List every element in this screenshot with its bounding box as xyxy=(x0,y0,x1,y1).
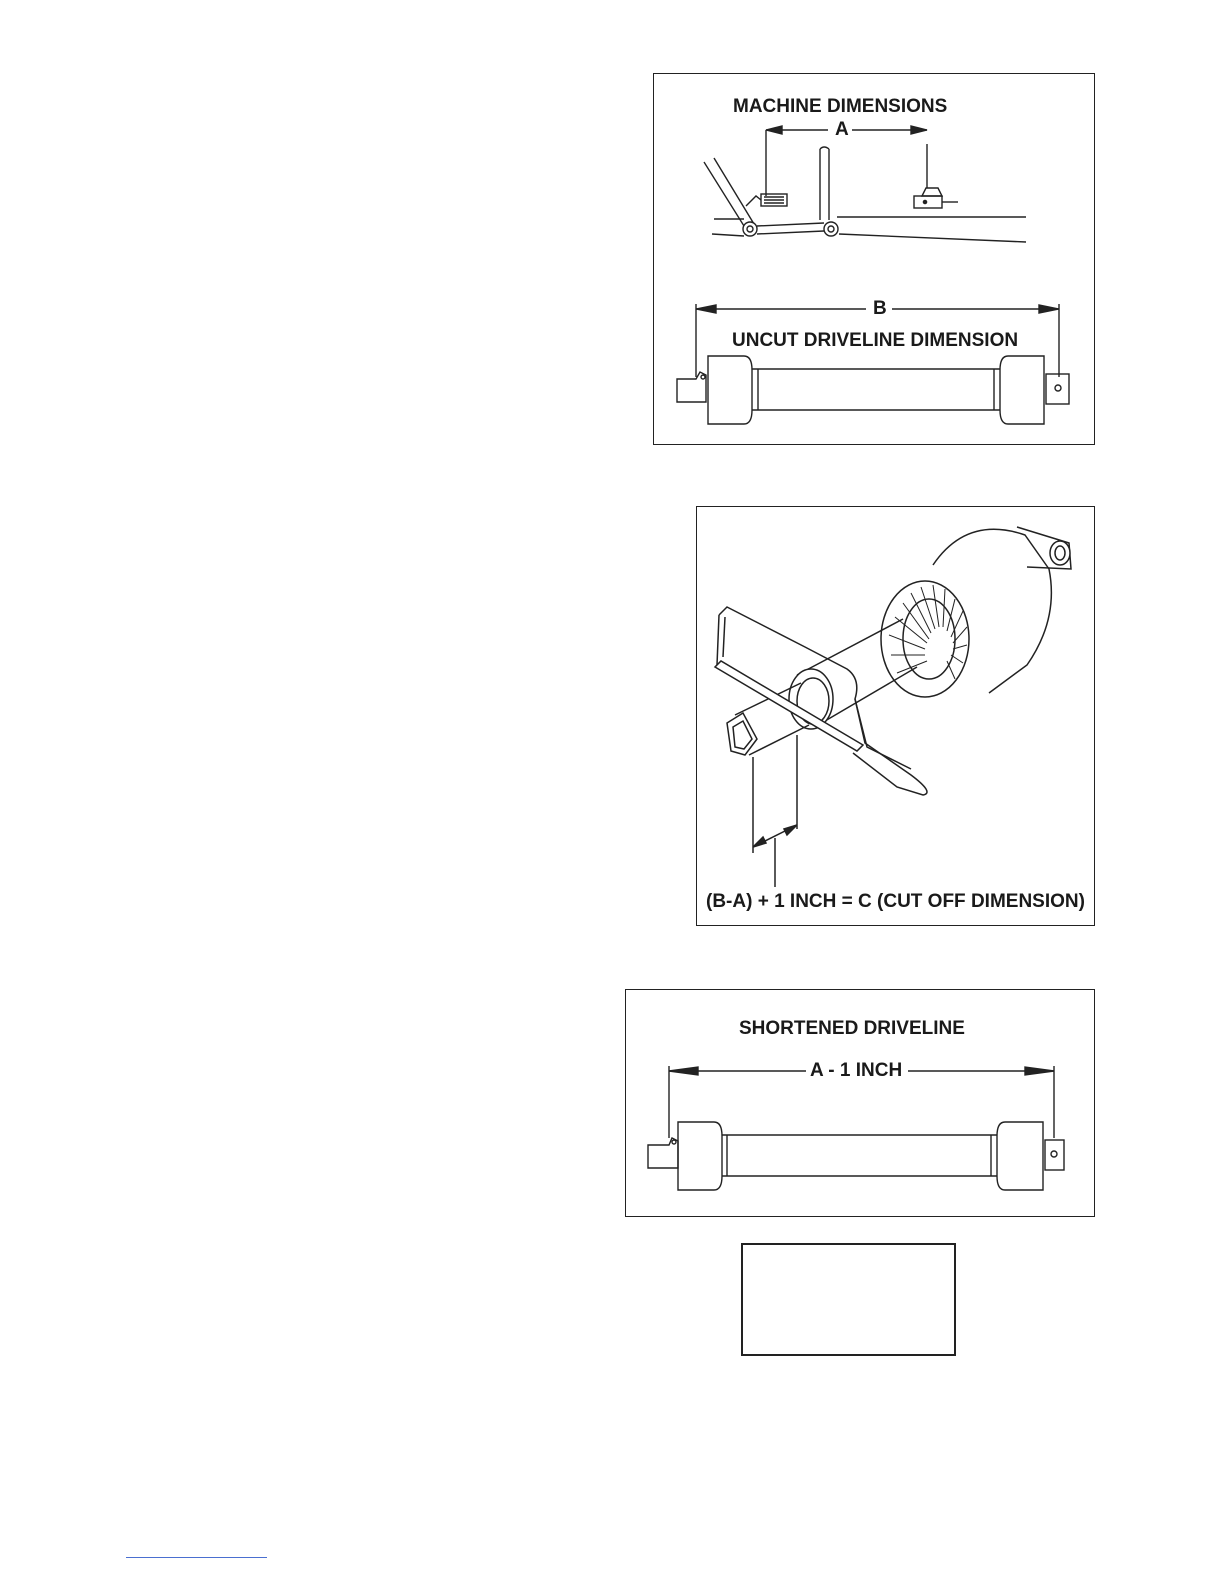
cut-off-figure xyxy=(696,506,1095,926)
hacksaw-cut-drawing xyxy=(697,507,1096,927)
shortened-driveline-title: SHORTENED DRIVELINE xyxy=(739,1018,965,1039)
uncut-driveline-label: UNCUT DRIVELINE DIMENSION xyxy=(732,330,1019,351)
shortened-driveline-figure xyxy=(625,989,1095,1217)
blank-box xyxy=(741,1243,956,1356)
shortened-dimension-label: A - 1 INCH xyxy=(806,1060,906,1082)
machine-dimensions-drawing xyxy=(654,74,1096,446)
footer-rule xyxy=(126,1557,267,1558)
dimension-a-label: A xyxy=(832,119,852,141)
machine-dimensions-title: MACHINE DIMENSIONS xyxy=(733,96,948,117)
cut-off-formula-label: (B-A) + 1 INCH = C (CUT OFF DIMENSION) xyxy=(706,891,1085,912)
machine-dimensions-figure xyxy=(653,73,1095,445)
dimension-b-label: B xyxy=(870,298,890,320)
